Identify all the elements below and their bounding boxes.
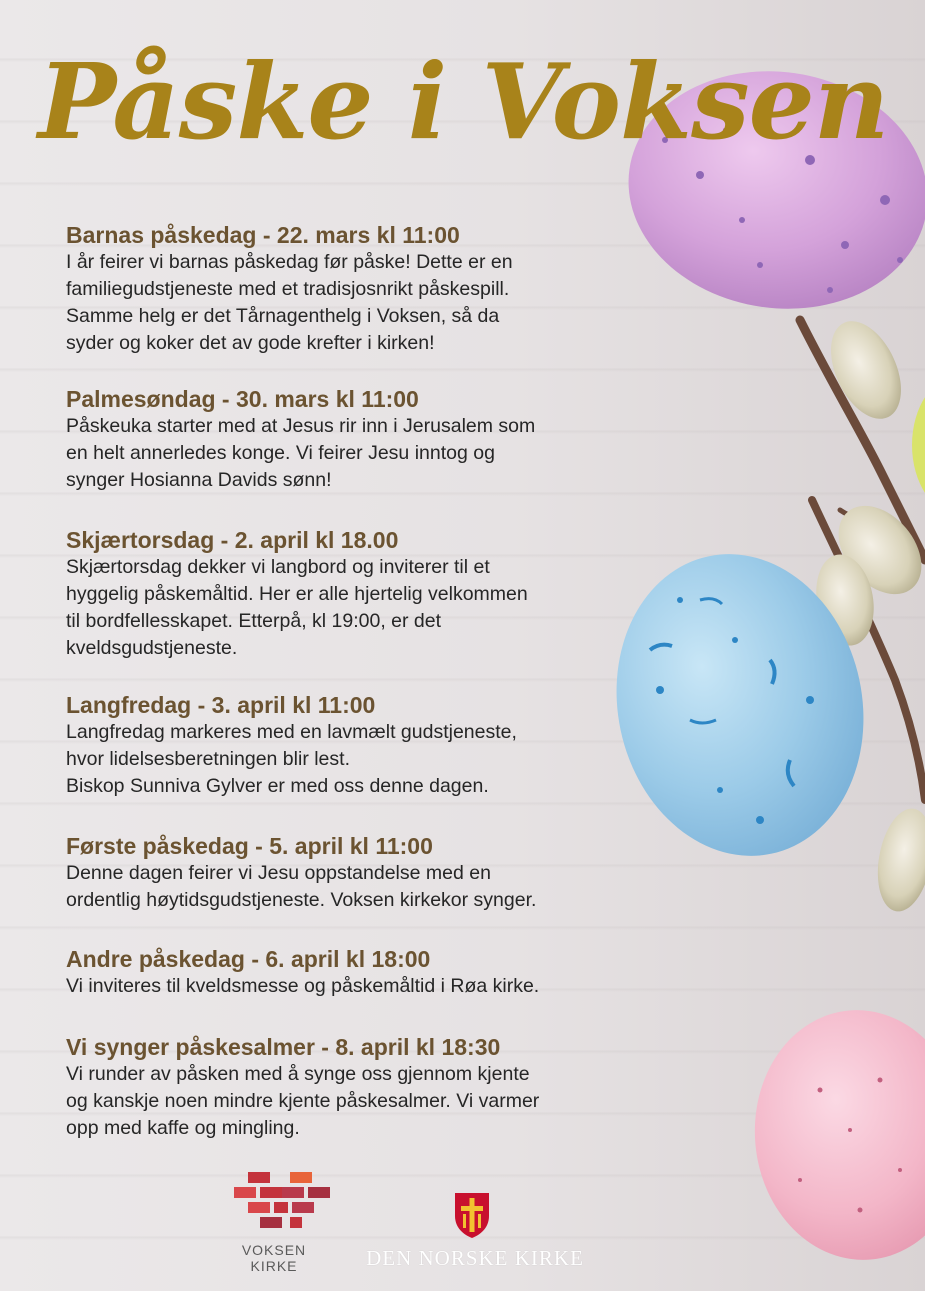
event-heading: Palmesøndag - 30. mars kl 11:00 [66, 386, 419, 412]
event-description: Påskeuka starter med at Jesus rir inn i Jerusalem som en helt annerledes konge. Vi feirer Jesu inntog og synger Hosianna Davids sønn! [66, 415, 536, 491]
event-description: Denne dagen feirer vi Jesu oppstandelse med en ordentlig høytidsgudstjeneste. Voksen kirkekor synger. [66, 862, 537, 911]
green-egg-icon [912, 375, 925, 515]
event-item [66, 526, 626, 691]
event-heading: Andre påskedag - 6. april kl 18:00 [66, 946, 431, 972]
event-description: Skjærtorsdag dekker vi langbord og inviterer til et hyggelig påskemåltid. Her er alle hjertelig velkommen til bordfellesskapet. Etterpå, kl 19:00, er det kveldsgudstjeneste. [66, 556, 528, 659]
event-item [66, 832, 626, 945]
event-heading: Første påskedag - 5. april kl 11:00 [66, 833, 433, 859]
event-item [66, 385, 626, 526]
event-description: I år feirer vi barnas påskedag før påske! Dette er en familiegudstjeneste med et tradisjosnrikt påskespill. Samme helg er det Tårnagenthelg i Voksen, så da syder og koker det av gode krefter i kirken! [66, 251, 513, 354]
den-norske-kirke-shield-icon [452, 1190, 492, 1240]
pink-egg-icon [745, 1001, 925, 1268]
event-heading: Skjærtorsdag - 2. april kl 18.00 [66, 527, 399, 553]
event-description: Vi runder av påsken med å synge oss gjennom kjente og kanskje noen mindre kjente påskesalmer. Vi varmer opp med kaffe og mingling. [66, 1063, 540, 1139]
event-heading: Langfredag - 3. april kl 11:00 [66, 692, 376, 718]
event-description: Vi inviteres til kveldsmesse og påskemåltid i Røa kirke. [66, 975, 540, 997]
event-item [66, 691, 626, 832]
event-item [66, 1033, 626, 1142]
event-item [66, 945, 626, 1033]
den-norske-kirke-label: DEN NORSKE KIRKE [366, 1246, 584, 1270]
event-list [66, 221, 626, 1142]
event-item [66, 221, 626, 385]
event-heading: Barnas påskedag - 22. mars kl 11:00 [66, 222, 460, 248]
page-title: Påske i Voksen [38, 40, 889, 163]
voksen-kirke-logo-icon [232, 1172, 332, 1238]
event-description: Langfredag markeres med en lavmælt gudstjeneste, hvor lidelsesberetningen blir lest. Biskop Sunniva Gylver er med oss denne dagen. [66, 721, 517, 797]
voksen-kirke-label: VOKSEN KIRKE [241, 1242, 307, 1274]
event-heading: Vi synger påskesalmer - 8. april kl 18:30 [66, 1034, 501, 1060]
